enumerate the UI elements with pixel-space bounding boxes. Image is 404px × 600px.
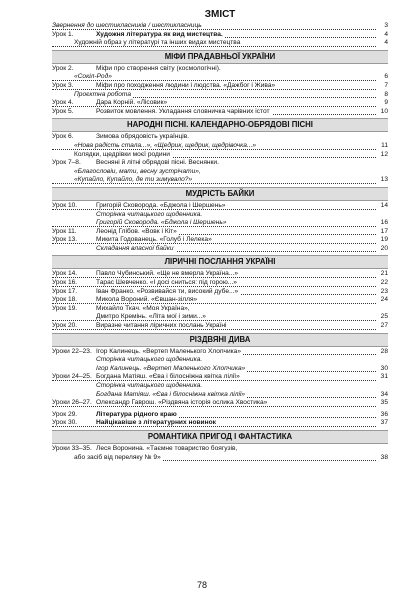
toc-entry-text — [52, 176, 194, 183]
toc-entry-text — [52, 296, 199, 303]
entry-title: Іван Франко. «Розвивайся ти, високий дубе...» — [96, 287, 239, 295]
toc-entry-text — [52, 313, 208, 320]
entry-title: Складання власної байки — [96, 244, 174, 252]
page-ref: 4 — [376, 39, 388, 48]
section-heading: РОМАНТИКА ПРИГОД І ФАНТАСТИКА — [52, 430, 388, 444]
toc-entry — [52, 279, 388, 288]
entry-title: Колядки, щедрівки моєї родини — [74, 150, 170, 158]
lesson-label: Уроки 26–27. — [52, 399, 92, 407]
lesson-label: Урок 14. — [52, 270, 78, 278]
toc-entry-text — [52, 279, 239, 286]
entry-title: Сторінка читацького щоденника. — [96, 210, 203, 218]
page-ref: 30 — [376, 365, 388, 374]
toc-entry-text — [52, 348, 243, 355]
page-ref: 9 — [376, 99, 388, 108]
toc-entry-text — [52, 39, 242, 46]
toc-entry — [52, 219, 388, 228]
entry-title: Звернення до шестикласників / шестикласниць — [52, 22, 202, 29]
entry-title: «Нова радість стала...», «Щедрик, щедрик, щедрівочка...» — [74, 141, 257, 149]
toc-entry — [52, 39, 388, 48]
toc-entry — [52, 73, 388, 82]
entry-title: Міфи про походження людини і людства. «Дажбог і Жива» — [96, 81, 276, 89]
lesson-label: Урок 10. — [52, 201, 78, 209]
page-ref: 7 — [376, 82, 388, 91]
toc-entry — [52, 22, 388, 31]
toc-entry-text — [52, 445, 239, 452]
toc-entry-text — [52, 305, 192, 312]
page-ref: 12 — [376, 151, 388, 160]
page-ref: 4 — [376, 31, 388, 40]
toc-entry — [52, 373, 388, 382]
toc-entry-text — [52, 142, 258, 149]
toc-entry-text — [52, 159, 221, 166]
toc-entry — [52, 348, 388, 357]
entry-title: Богдана Матіяш. «Єва і білосніжна квітка лілії» — [96, 373, 240, 381]
toc-entry — [52, 296, 388, 305]
toc-entry — [52, 176, 388, 185]
toc-entry-text — [52, 168, 203, 175]
toc-entry-text — [52, 411, 179, 418]
entry-title: Дара Корній. «Лісовик» — [96, 99, 168, 107]
toc-entry — [52, 211, 388, 220]
lesson-label: Урок 30. — [52, 419, 78, 427]
toc-entry-text — [52, 270, 240, 277]
toc-entry-text — [52, 73, 114, 80]
toc-entry — [52, 391, 388, 400]
toc-entry — [52, 228, 388, 237]
lesson-label: Урок 11. — [52, 227, 77, 235]
lesson-label: Урок 18. — [52, 296, 78, 304]
lesson-label: Урок 16. — [52, 279, 78, 287]
toc-entry — [52, 31, 388, 40]
toc-entry — [52, 399, 388, 408]
entry-title: Леся Воронина. «Таємне товариство боягузів, — [96, 444, 238, 452]
toc-entry — [52, 236, 388, 245]
entry-title: Розвиток мовлення. Укладання словничка чарівних істот — [96, 107, 270, 115]
lesson-label: Урок 2. — [52, 64, 74, 72]
lesson-label: Урок 13. — [52, 236, 78, 244]
entry-title: Дмитро Кремінь. «Літа мої і зими...» — [96, 313, 206, 321]
lesson-label: Урок 20. — [52, 322, 78, 330]
entry-title: або засіб від переляку № 9» — [74, 453, 161, 461]
toc-entry — [52, 445, 388, 454]
toc-entry-text — [52, 391, 247, 398]
lesson-label: Урок 19. — [52, 304, 78, 312]
toc-entry — [52, 142, 388, 151]
lesson-label: Уроки 22–23. — [52, 347, 92, 355]
section-heading: МУДРІСТЬ БАЙКИ — [52, 187, 388, 201]
entry-title: Зимова обрядовість українців. — [96, 133, 190, 141]
lesson-label: Уроки 24–25. — [52, 373, 92, 381]
section-heading: НАРОДНІ ПІСНІ. КАЛЕНДАРНО-ОБРЯДОВІ ПІСНІ — [52, 118, 388, 132]
toc-entry — [52, 356, 388, 365]
page-title: ЗМІСТ — [204, 9, 236, 20]
toc-entry-text — [52, 373, 242, 380]
entry-title: Ігор Калинець. «Вертеп Маленького Хлопчика» — [96, 347, 242, 355]
toc-entry — [52, 313, 388, 322]
page-ref: 25 — [376, 313, 388, 322]
toc-entry — [52, 108, 388, 117]
entry-title: Сторінка читацького щоденника. — [96, 382, 203, 389]
table-of-contents — [52, 8, 388, 462]
toc-entry-text — [52, 454, 163, 461]
toc-entry — [52, 288, 388, 297]
lesson-label: Урок 29. — [52, 410, 78, 418]
lesson-label: Урок 1. — [52, 30, 74, 38]
page-ref: 13 — [376, 176, 388, 185]
toc-entry-text — [52, 419, 218, 426]
page-ref: 27 — [376, 322, 388, 331]
section-heading: МІФИ ПРАДАВНЬОЇ УКРАЇНИ — [52, 50, 388, 64]
toc-entry-text — [52, 108, 272, 115]
toc-entry-text — [52, 365, 247, 372]
toc-entry-text — [52, 22, 204, 29]
page-ref: 28 — [376, 348, 388, 357]
toc-entry — [52, 82, 388, 91]
entry-title: Микола Вороний. «Євшан-зілля» — [96, 296, 198, 304]
toc-entry-text — [52, 356, 204, 363]
toc-entry — [52, 322, 388, 331]
page-ref: 17 — [376, 228, 388, 237]
page-ref: 10 — [376, 108, 388, 117]
page-ref: 34 — [376, 391, 388, 400]
toc-entry-text — [52, 133, 191, 140]
toc-entry-text — [52, 382, 204, 389]
toc-entry-text — [52, 91, 133, 98]
toc-entry — [52, 151, 388, 160]
entry-title: Олександр Гаврош. «Різдвяна історія ослика Хвостика» — [96, 399, 268, 407]
entry-title: Богдана Матіяш. «Єва і білосніжна квітка лілії» — [96, 390, 246, 398]
toc-entry-text — [52, 288, 240, 295]
entry-title: Художня література як вид мистецтва. — [96, 30, 223, 38]
toc-list — [52, 22, 388, 462]
entry-title: Художній образ у літературі та інших видах мистецтва — [74, 39, 241, 47]
page-ref: 3 — [376, 22, 388, 31]
page-ref: 35 — [376, 399, 388, 408]
toc-entry-text — [52, 228, 179, 235]
toc-entry — [52, 91, 388, 100]
entry-title: Весняні й літні обрядові пісні. Веснянки. — [96, 159, 219, 167]
toc-entry-text — [52, 151, 172, 158]
entry-title: «Купайло, Купайло, де ти зимувало?» — [74, 176, 193, 184]
lesson-label: Урок 4. — [52, 99, 74, 107]
toc-entry-text — [52, 99, 169, 106]
page-ref: 38 — [376, 454, 388, 463]
entry-title: Ігор Калинець. «Вертеп Маленького Хлопчика» — [96, 364, 246, 372]
lesson-label: Урок 3. — [52, 81, 74, 89]
entry-title: Найцікавіше з літературних новинок — [96, 419, 216, 427]
page-ref: 31 — [376, 373, 388, 382]
page-ref: 11 — [376, 142, 388, 151]
toc-entry — [52, 133, 388, 142]
page-ref: 8 — [376, 91, 388, 100]
toc-entry — [52, 159, 388, 168]
entry-title: Микита Годованець. «Голуб і Лелека» — [96, 236, 212, 244]
toc-entry — [52, 454, 388, 463]
entry-title: Михайло Ткач. «Моя Україна», — [96, 304, 190, 312]
page-ref: 19 — [376, 236, 388, 245]
lesson-label: Урок 6. — [52, 133, 74, 141]
page-ref: 22 — [376, 279, 388, 288]
entry-title: Виразне читання ліричних послань Україні — [96, 322, 227, 330]
entry-title: Павло Чубинський. «Ще не вмерла Україна...» — [96, 270, 239, 278]
entry-title: Григорій Сковорода. «Бджола і Шершень» — [96, 219, 227, 227]
entry-title: «Сокіл-Род» — [74, 73, 112, 81]
page-ref: 36 — [376, 411, 388, 420]
page-ref: 24 — [376, 296, 388, 305]
toc-entry-text — [52, 236, 214, 243]
page-ref: 21 — [376, 270, 388, 279]
toc-entry — [52, 270, 388, 279]
toc-entry-text — [52, 322, 228, 329]
lesson-label: Урок 17. — [52, 287, 78, 295]
page-ref: 23 — [376, 288, 388, 297]
entry-title: Григорій Сковорода. «Бджола і Шершень» — [96, 201, 226, 209]
toc-entry — [52, 99, 388, 108]
page-ref: 16 — [376, 219, 388, 228]
toc-entry-text — [52, 211, 204, 218]
section-heading: ЛІРИЧНІ ПОСЛАННЯ УКРАЇНІ — [52, 255, 388, 269]
toc-entry — [52, 202, 388, 211]
toc-entry — [52, 419, 388, 428]
page-ref: 20 — [376, 245, 388, 254]
toc-entry-text — [52, 245, 176, 252]
toc-entry-text — [52, 65, 223, 72]
toc-entry-text — [52, 202, 227, 209]
lesson-label: Уроки 33–35. — [52, 444, 92, 452]
toc-entry — [52, 382, 388, 391]
toc-entry — [52, 245, 388, 254]
page-ref: 37 — [376, 419, 388, 428]
entry-title: Сторінка читацького щоденника. — [96, 356, 203, 364]
entry-title: «Благословіи, мати, весну зустрічати», — [74, 167, 201, 175]
page-number: 78 — [196, 580, 207, 590]
entry-title: Література рідного краю — [96, 410, 177, 418]
toc-entry-text — [52, 82, 277, 89]
section-heading: РІЗДВЯНІ ДИВА — [52, 333, 388, 347]
lesson-label: Урок 5. — [52, 107, 74, 115]
entry-title: Леонід Глібов. «Вовк і Кіт» — [96, 227, 177, 235]
entry-title: Тарас Шевченко. «І досі сниться: під горою...» — [96, 279, 237, 287]
toc-entry-text — [52, 219, 228, 226]
toc-entry-text — [52, 399, 269, 406]
toc-entry-text — [52, 31, 225, 38]
page-ref: 14 — [376, 202, 388, 211]
lesson-label: Урок 7–8. — [52, 159, 81, 167]
entry-title: Проєктна робота — [74, 90, 131, 98]
page-ref: 6 — [376, 73, 388, 82]
entry-title: Міфи про створення світу (космологічні). — [96, 64, 221, 72]
